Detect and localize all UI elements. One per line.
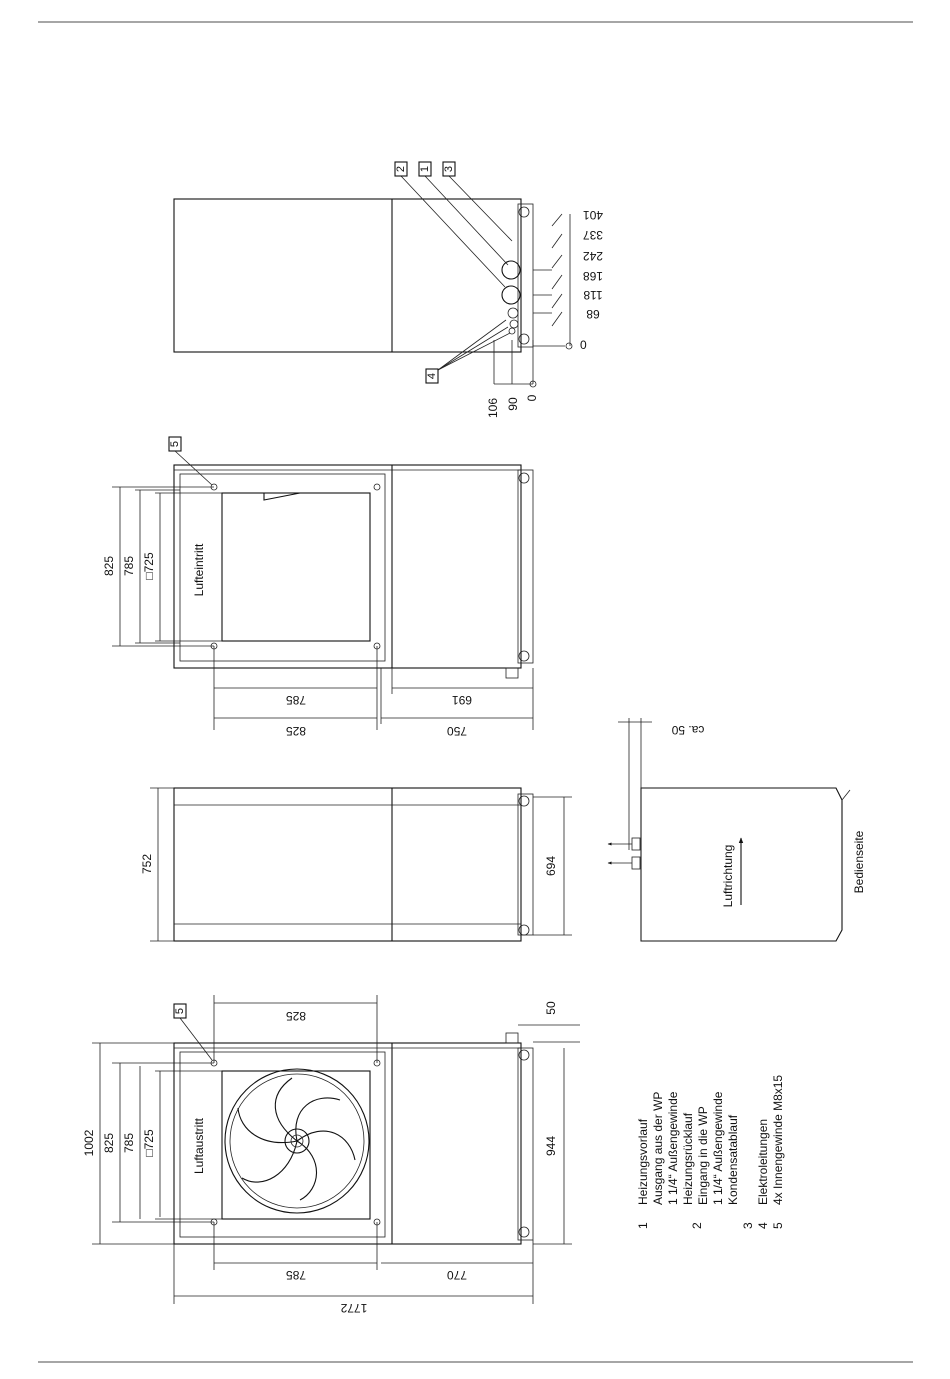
dim-337: 337	[582, 227, 604, 242]
outlet-dim-1002: 1002	[82, 1129, 97, 1157]
fan-icon	[225, 1069, 369, 1213]
inlet-dim-785-bottom: 785	[285, 692, 307, 707]
dim-401: 401	[582, 207, 604, 222]
legend-text: 1 1/4“ Außengewinde	[666, 1091, 680, 1205]
legend	[636, 1075, 785, 1229]
inlet-callout-5	[169, 437, 212, 485]
dim-118: 118	[583, 287, 603, 302]
svg-text:3: 3	[442, 165, 455, 173]
dim-168: 168	[582, 268, 604, 283]
callout-2	[395, 162, 407, 176]
legend-text: 1 1/4“ Außengewinde	[711, 1091, 725, 1205]
outlet-dim-785: 785	[122, 1132, 137, 1154]
outlet-dim-725: □725	[142, 1129, 157, 1157]
outlet-view	[92, 995, 580, 1304]
dim-68: 68	[586, 306, 600, 321]
inlet-dim-785: 785	[122, 555, 137, 577]
top-view	[174, 176, 572, 387]
dim-0-right: 0	[580, 338, 587, 353]
callout-3	[443, 162, 455, 176]
inlet-view	[112, 465, 533, 730]
callout-1	[419, 162, 431, 176]
legend-num: 5	[771, 1222, 785, 1229]
outlet-dim-50: 50	[544, 1001, 559, 1015]
legend-text: Eingang in die WP	[696, 1106, 710, 1205]
legend-num: 2	[690, 1222, 704, 1229]
side-dim-694: 694	[544, 855, 559, 877]
outlet-dim-1772: 1772	[340, 1300, 368, 1315]
outlet-dim-825-top: 825	[285, 1008, 307, 1023]
svg-text:2: 2	[394, 165, 407, 173]
outlet-callout-5	[174, 1004, 212, 1060]
dim-90: 90	[506, 397, 521, 411]
side-dim-752: 752	[140, 853, 155, 875]
svg-text:5: 5	[168, 440, 181, 448]
legend-text: Kondensatablauf	[726, 1114, 740, 1205]
inlet-label: Lufteintritt	[192, 543, 207, 597]
outlet-dim-785-bottom: 785	[285, 1267, 307, 1282]
legend-num: 3	[741, 1222, 755, 1229]
svg-text:1: 1	[418, 165, 431, 173]
dim-106: 106	[486, 397, 501, 419]
legend-text: Heizungsrücklauf	[681, 1112, 695, 1205]
inlet-dim-825-bottom: 825	[285, 723, 307, 738]
legend-text: 4x Innengewinde M8x15	[771, 1074, 785, 1205]
inlet-dim-825: 825	[102, 555, 117, 577]
legend-text: Heizungsvorlauf	[636, 1118, 650, 1205]
service-side-label: Bedienseite	[852, 830, 867, 894]
legend-text: Elektroleitungen	[756, 1118, 770, 1205]
legend-text: Ausgang aus der WP	[651, 1091, 665, 1205]
dim-242: 242	[582, 248, 604, 263]
inlet-dim-725: □725	[142, 552, 157, 580]
outlet-dim-770: 770	[446, 1267, 468, 1282]
outlet-dim-825: 825	[102, 1132, 117, 1154]
outlet-dim-944: 944	[544, 1135, 559, 1157]
svg-text:4: 4	[425, 372, 438, 380]
outlet-label: Luftaustritt	[192, 1117, 207, 1175]
callout-4	[426, 369, 438, 383]
inlet-dim-691: 691	[451, 692, 473, 707]
dim-0-bottom: 0	[525, 394, 540, 402]
inlet-dim-750: 750	[446, 723, 468, 738]
svg-text:5: 5	[173, 1007, 186, 1015]
flow-direction-label: Luftrichtung	[721, 844, 736, 908]
legend-num: 1	[636, 1222, 650, 1229]
legend-num: 4	[756, 1222, 770, 1229]
end-dim-ca50: ca. 50	[671, 722, 705, 737]
side-view	[150, 788, 572, 941]
